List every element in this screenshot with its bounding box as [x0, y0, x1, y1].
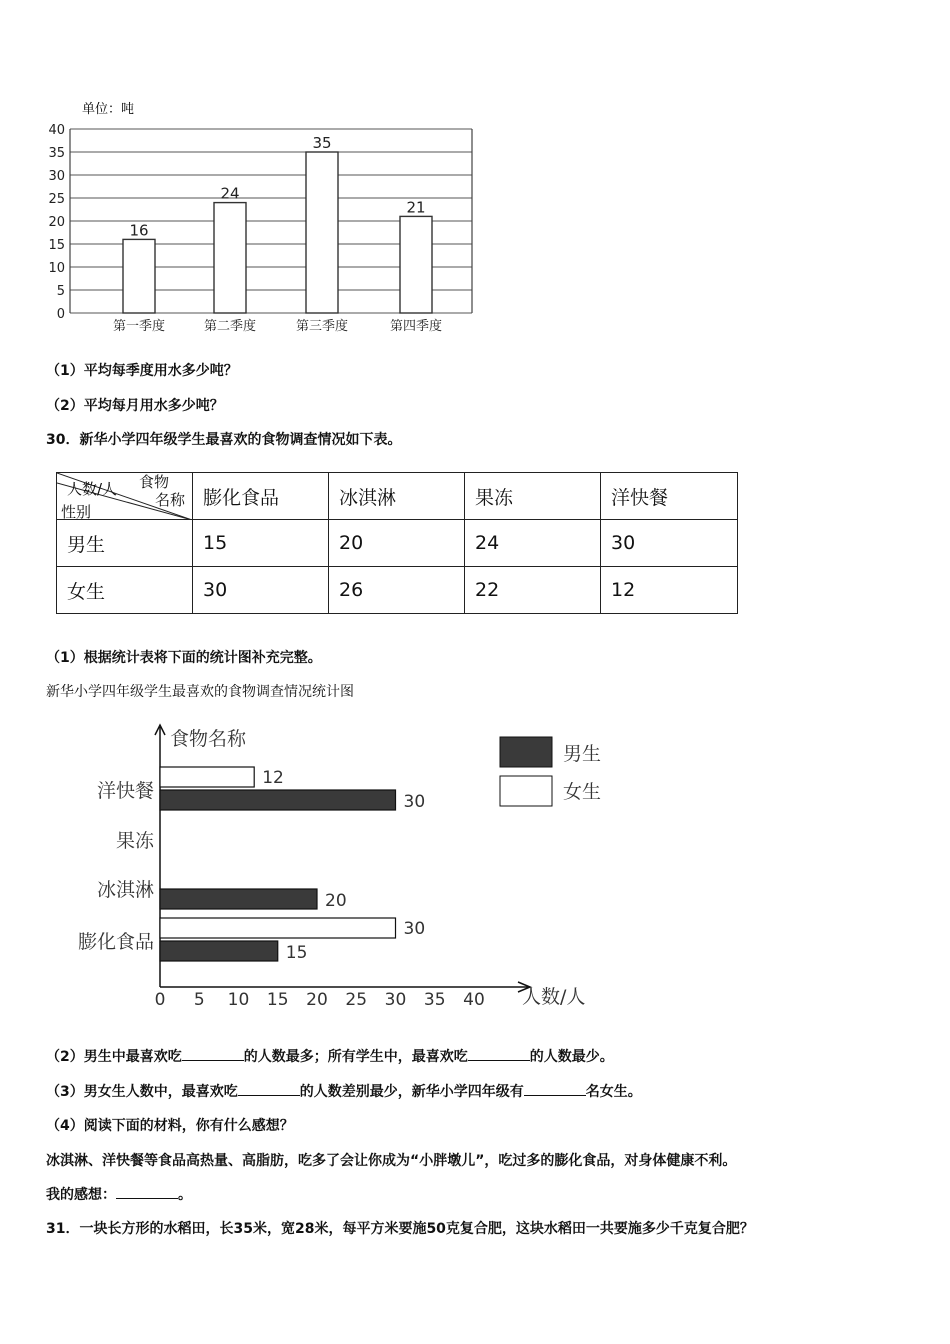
- q30-title: 30．新华小学四年级学生最喜欢的食物调查情况如下表。: [46, 432, 402, 448]
- bar: [306, 152, 338, 313]
- bar-girls: [160, 767, 254, 787]
- y-tick-label: 35: [48, 146, 65, 161]
- chart1-x-tick-labels: [113, 318, 442, 334]
- col-header: 冰淇淋: [329, 473, 465, 520]
- bar-boys: [160, 941, 278, 961]
- x-tick-label: 第四季度: [389, 319, 443, 334]
- diagonal-header-cell: [57, 473, 193, 520]
- food-survey-hbar-chart: [60, 715, 660, 1015]
- y-tick-label: 0: [56, 307, 65, 322]
- legend-swatch-girls: [500, 776, 552, 806]
- chart2-x-tick-labels: [155, 990, 485, 1010]
- y-tick-label: 40: [48, 123, 65, 138]
- header-diag-right: 名称: [155, 491, 186, 509]
- row-label: 男生: [57, 520, 193, 567]
- table-cell: 15: [193, 520, 329, 567]
- table-header-row: [57, 473, 738, 520]
- chart2-legend: [500, 737, 601, 806]
- bar-value-label: 15: [285, 943, 308, 963]
- q30-sub2-text: （2）男生中最喜欢吃: [46, 1049, 182, 1065]
- y-tick-label: 25: [48, 192, 65, 207]
- q30-material: 冰淇淋、洋快餐等食品高热量、高脂肪，吃多了会让你成为“小胖墩儿”，吃过多的膨化食品，对身体健康不利。: [46, 1153, 737, 1169]
- bar-value-label: 24: [220, 184, 240, 203]
- x-tick-label: 25: [345, 990, 368, 1010]
- col-header: 膨化食品: [193, 473, 329, 520]
- header-diag-top: 食物: [139, 473, 170, 491]
- q30-sub2-text: 的人数最少。: [529, 1049, 614, 1065]
- q30-sub3: [46, 1081, 642, 1101]
- x-tick-label: 30: [384, 990, 407, 1010]
- header-diag-mid: 人数/人: [67, 480, 118, 498]
- y-tick-label: 15: [48, 238, 65, 253]
- bar-value-label: 30: [403, 919, 426, 939]
- category-label: 膨化食品: [77, 931, 154, 953]
- table-cell: 26: [329, 567, 465, 614]
- table-cell: 30: [193, 567, 329, 614]
- chart2-title: 新华小学四年级学生最喜欢的食物调查情况统计图: [46, 684, 354, 700]
- q30-sub3-text: 的人数差别最少，新华小学四年级有: [299, 1084, 524, 1100]
- bar-value-label: 21: [406, 198, 426, 217]
- bar-value-label: 30: [403, 792, 426, 812]
- bar-girls: [160, 918, 396, 938]
- table-cell: 30: [601, 520, 738, 567]
- table-cell: 12: [601, 567, 738, 614]
- bar: [123, 239, 155, 313]
- category-label: 冰淇淋: [96, 879, 154, 901]
- y-tick-label: 5: [56, 284, 65, 299]
- q31-text: 31．一块长方形的水稻田，长35米，宽28米，每平方米要施50克复合肥，这块水稻田一共要施多少千克复合肥？: [46, 1221, 754, 1237]
- col-header: 果冻: [465, 473, 601, 520]
- chart2-x-axis-label: 人数/人: [522, 986, 586, 1008]
- category-label: 果冻: [115, 830, 154, 852]
- q30-feeling: [46, 1184, 192, 1204]
- legend-label-girls: 女生: [563, 781, 602, 803]
- bar-value-label: 16: [129, 221, 149, 240]
- x-tick-label: 5: [193, 990, 205, 1010]
- feeling-end: 。: [178, 1187, 192, 1203]
- chart2-category-labels: [78, 779, 155, 953]
- col-header: 洋快餐: [601, 473, 738, 520]
- x-tick-label: 10: [227, 990, 250, 1010]
- table-cell: 20: [329, 520, 465, 567]
- bar-boys: [160, 889, 317, 909]
- x-tick-label: 第三季度: [295, 319, 349, 334]
- bar-value-label: 20: [325, 891, 347, 911]
- table-cell: 22: [465, 567, 601, 614]
- bar-value-label: 35: [312, 134, 332, 152]
- answer-blank[interactable]: [468, 1046, 530, 1061]
- q30-sub1: （1）根据统计表将下面的统计图补充完整。: [46, 650, 322, 666]
- bar: [214, 203, 246, 313]
- table-row: [57, 520, 738, 567]
- x-tick-label: 20: [306, 990, 328, 1010]
- q30-sub4: （4）阅读下面的材料，你有什么感想？: [46, 1118, 294, 1134]
- q30-sub2-text: 的人数最多；所有学生中，最喜欢吃: [243, 1049, 468, 1065]
- x-tick-label: 第二季度: [203, 319, 257, 334]
- feeling-label: 我的感想：: [46, 1187, 116, 1203]
- water-usage-bar-chart: [40, 95, 490, 345]
- x-tick-label: 第一季度: [112, 319, 166, 334]
- y-tick-label: 10: [48, 261, 65, 276]
- y-tick-label: 20: [48, 215, 65, 230]
- x-tick-label: 40: [463, 990, 485, 1010]
- q29-sub2: （2）平均每月用水多少吨？: [46, 398, 224, 414]
- chart2-bars: [160, 767, 425, 963]
- food-survey-table: [56, 472, 738, 614]
- chart1-unit-label: 单位：吨: [82, 102, 135, 117]
- q30-sub2: [46, 1046, 614, 1066]
- answer-blank[interactable]: [182, 1046, 244, 1061]
- bar-value-label: 12: [262, 768, 284, 788]
- legend-label-boys: 男生: [563, 743, 602, 765]
- table-row: [57, 567, 738, 614]
- x-tick-label: 0: [154, 990, 166, 1010]
- answer-blank[interactable]: [524, 1081, 586, 1096]
- legend-swatch-boys: [500, 737, 552, 767]
- bar-boys: [160, 790, 396, 810]
- answer-blank[interactable]: [116, 1184, 178, 1199]
- q30-sub3-text: 名女生。: [585, 1084, 642, 1100]
- chart1-bars: [123, 134, 432, 313]
- bar: [400, 216, 432, 313]
- y-tick-label: 30: [48, 169, 65, 184]
- q30-sub3-text: （3）男女生人数中，最喜欢吃: [46, 1084, 238, 1100]
- chart1-y-tick-labels: [48, 123, 65, 322]
- category-label: 洋快餐: [96, 780, 154, 802]
- header-diag-bottom: 性别: [61, 503, 92, 521]
- answer-blank[interactable]: [238, 1081, 300, 1096]
- q29-sub1: （1）平均每季度用水多少吨？: [46, 363, 238, 379]
- table-cell: 24: [465, 520, 601, 567]
- row-label: 女生: [57, 567, 193, 614]
- x-tick-label: 35: [423, 990, 446, 1010]
- x-tick-label: 15: [266, 990, 289, 1010]
- chart2-y-axis-label: 食物名称: [170, 728, 247, 750]
